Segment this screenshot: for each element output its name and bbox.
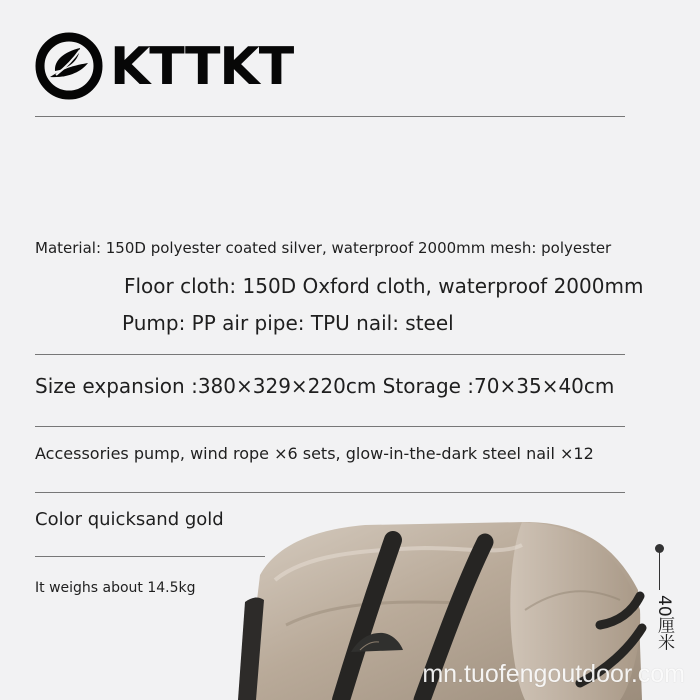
accessories-spec: Accessories pump, wind rope ×6 sets, glow-in-the-dark steel nail ×12: [35, 444, 594, 463]
dimension-label: 40厘米: [654, 595, 674, 651]
floor-cloth-spec: Floor cloth: 150D Oxford cloth, waterproof 2000mm: [124, 274, 644, 298]
color-spec: Color quicksand gold: [35, 509, 224, 530]
dimension-marker-line: [659, 548, 660, 590]
weight-spec: It weighs about 14.5kg: [35, 580, 196, 596]
size-spec: Size expansion :380×329×220cm Storage :70×35×40cm: [35, 374, 615, 398]
logo-wordmark: KTTKT: [110, 37, 294, 97]
website-watermark: mn.tuofengoutdoor.com: [422, 660, 685, 688]
material-spec: Material: 150D polyester coated silver, waterproof 2000mm mesh: polyester: [35, 239, 612, 257]
pump-spec: Pump: PP air pipe: TPU nail: steel: [122, 311, 454, 335]
